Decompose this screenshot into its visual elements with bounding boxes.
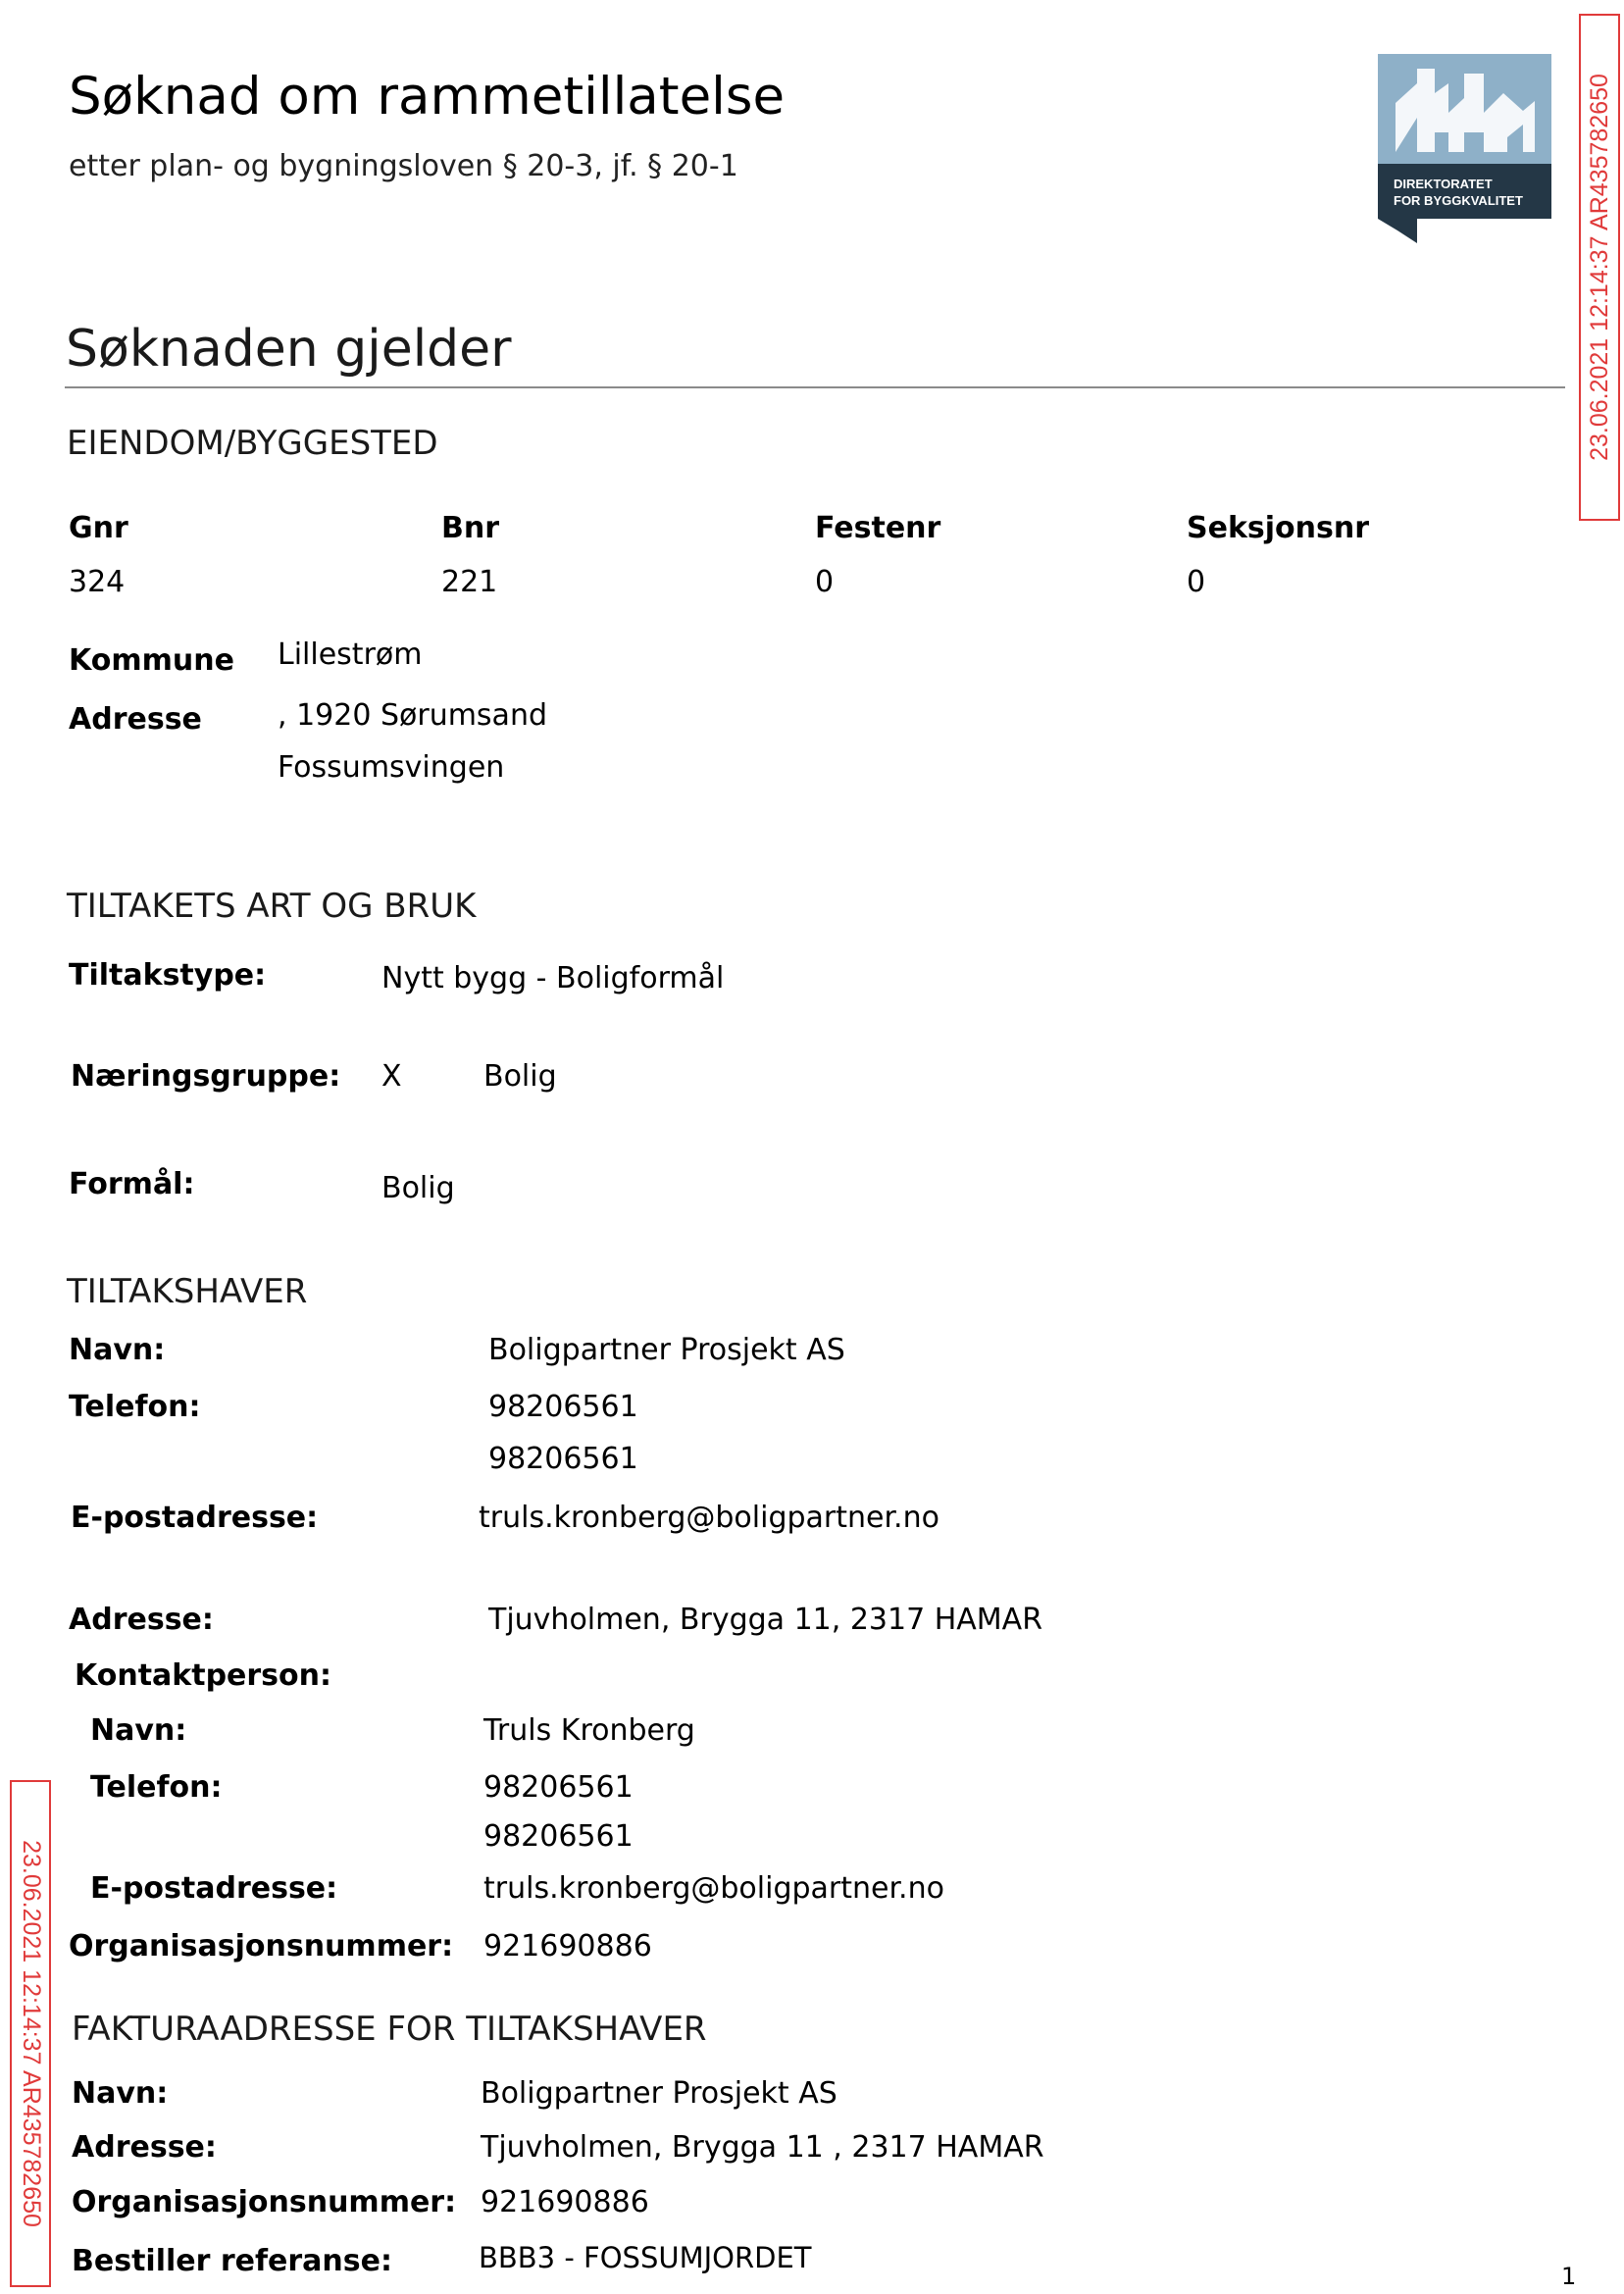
festenr-value: 0 <box>815 565 835 599</box>
kommune-label: Kommune <box>69 643 234 678</box>
faktura-navn-value: Boligpartner Prosjekt AS <box>481 2076 837 2111</box>
kontakt-telefon-label: Telefon: <box>90 1770 223 1805</box>
adresse-label: Adresse <box>69 702 202 737</box>
kommune-value: Lillestrøm <box>278 637 423 672</box>
eiendom-heading: EIENDOM/BYGGESTED <box>67 424 438 463</box>
tiltakshaver-telefon-label: Telefon: <box>69 1390 201 1424</box>
gnr-value: 324 <box>69 565 126 599</box>
kontakt-telefon-value1: 98206561 <box>483 1770 634 1805</box>
document-subtitle: etter plan- og bygningsloven § 20-3, jf. § 20-1 <box>69 149 738 183</box>
bnr-label: Bnr <box>441 511 500 545</box>
page-number: 1 <box>1561 2263 1577 2290</box>
faktura-adresse-label: Adresse: <box>72 2130 217 2165</box>
bestiller-referanse-value: BBB3 - FOSSUMJORDET <box>479 2241 812 2274</box>
faktura-adresse-value: Tjuvholmen, Brygga 11 , 2317 HAMAR <box>481 2130 1044 2165</box>
logo-text-line2: FOR BYGGKVALITET <box>1394 193 1523 208</box>
faktura-orgnr-value: 921690886 <box>481 2185 649 2219</box>
seksjonsnr-value: 0 <box>1187 565 1206 599</box>
faktura-navn-label: Navn: <box>72 2076 169 2111</box>
tiltakstype-value: Nytt bygg - Boligformål <box>381 961 725 995</box>
section-divider <box>65 386 1565 388</box>
kontakt-navn-label: Navn: <box>90 1713 187 1748</box>
logo-text-line1: DIREKTORATET <box>1394 177 1493 191</box>
formal-value: Bolig <box>381 1171 455 1205</box>
tiltakshaver-epost-value: truls.kronberg@boligpartner.no <box>479 1501 939 1535</box>
tiltak-heading: TILTAKETS ART OG BRUK <box>67 887 477 926</box>
kontakt-epost-value: truls.kronberg@boligpartner.no <box>483 1871 944 1906</box>
tiltakshaver-telefon-value1: 98206561 <box>488 1390 638 1424</box>
naeringsgruppe-code: X <box>381 1059 402 1094</box>
adresse-line1: , 1920 Sørumsand <box>278 698 547 733</box>
adresse-line2: Fossumsvingen <box>278 750 505 785</box>
bnr-value: 221 <box>441 565 498 599</box>
tiltakshaver-epost-label: E-postadresse: <box>71 1501 319 1535</box>
tiltakshaver-adresse-value: Tjuvholmen, Brygga 11, 2317 HAMAR <box>488 1603 1043 1637</box>
faktura-heading: FAKTURAADRESSE FOR TILTAKSHAVER <box>72 2010 707 2049</box>
naeringsgruppe-value: Bolig <box>483 1059 557 1094</box>
naeringsgruppe-label: Næringsgruppe: <box>71 1059 341 1094</box>
section-title: Søknaden gjelder <box>66 320 512 379</box>
timestamp-stamp-left <box>10 1780 51 2287</box>
orgnr-label: Organisasjonsnummer: <box>69 1929 454 1963</box>
formal-label: Formål: <box>69 1167 195 1201</box>
gnr-label: Gnr <box>69 511 128 545</box>
dibk-logo-icon <box>1378 54 1551 243</box>
kontaktperson-label: Kontaktperson: <box>75 1658 332 1693</box>
kontakt-epost-label: E-postadresse: <box>90 1871 338 1906</box>
tiltakshaver-navn-value: Boligpartner Prosjekt AS <box>488 1333 845 1367</box>
timestamp-stamp-top <box>1579 14 1620 521</box>
faktura-orgnr-label: Organisasjonsnummer: <box>72 2185 457 2219</box>
tiltakshaver-heading: TILTAKSHAVER <box>67 1272 308 1311</box>
stamp-text: 23.06.2021 12:14:37 AR435782650 <box>17 1840 45 2227</box>
kontakt-navn-value: Truls Kronberg <box>483 1713 695 1748</box>
tiltakshaver-adresse-label: Adresse: <box>69 1603 214 1637</box>
stamp-text: 23.06.2021 12:14:37 AR435782650 <box>1585 74 1613 461</box>
orgnr-value: 921690886 <box>483 1929 652 1963</box>
tiltakstype-label: Tiltakstype: <box>69 958 267 993</box>
festenr-label: Festenr <box>815 511 941 545</box>
tiltakshaver-navn-label: Navn: <box>69 1333 166 1367</box>
bestiller-referanse-label: Bestiller referanse: <box>72 2244 392 2278</box>
dibk-logo <box>1378 54 1551 247</box>
seksjonsnr-label: Seksjonsnr <box>1187 511 1370 545</box>
kontakt-telefon-value2: 98206561 <box>483 1819 634 1854</box>
document-title: Søknad om rammetillatelse <box>69 67 786 127</box>
tiltakshaver-telefon-value2: 98206561 <box>488 1442 638 1476</box>
